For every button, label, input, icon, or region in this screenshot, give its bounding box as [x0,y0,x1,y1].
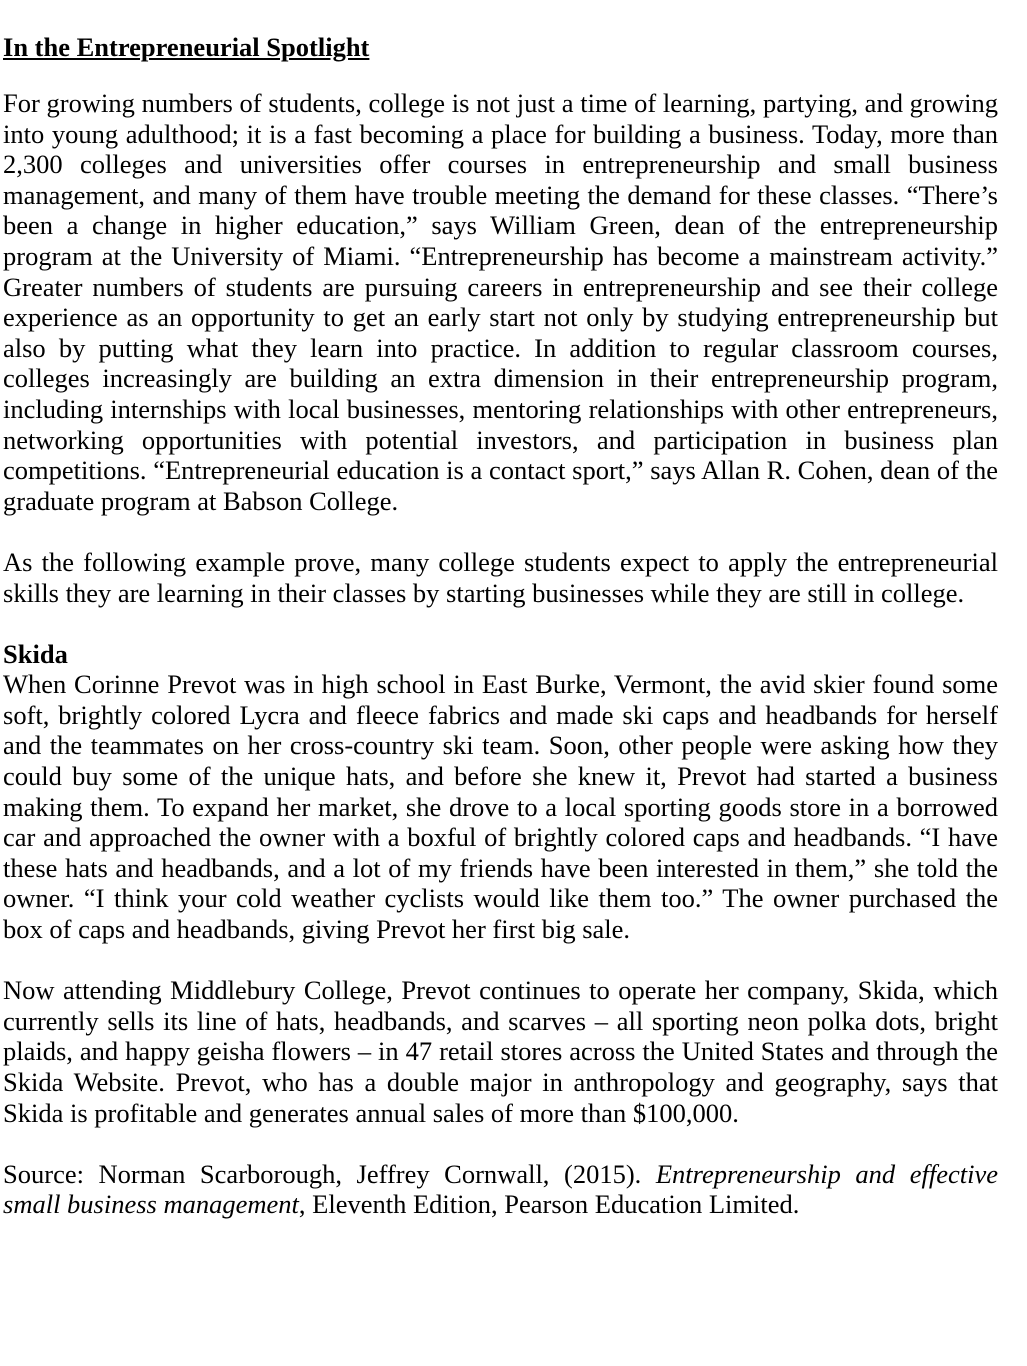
spacer [3,608,998,639]
document-title: In the Entrepreneurial Spotlight [3,32,370,62]
paragraph-intro: For growing numbers of students, college is not just a time of learning, partying, and growing into young adulthood; it is a fast becoming a place for building a business. Today, more than 2,300 colleges and universities offer courses in entrepreneurship and small business management, and many of them have trouble meeting the demand for these classes. “There’s been a change in higher education,” says William Green, dean of the entrepreneurship program at the University of Miami. “Entrepreneurship has become a mainstream activity.” Greater numbers of students are pursuing careers in entrepreneurship and see their college experience as an opportunity to get an early start not only by studying entrepreneurship but also by putting what they learn into practice. In addition to regular classroom courses, colleges increasingly are building an extra dimension in their entrepreneurship program, including internships with local businesses, mentoring relationships with other entrepreneurs, networking opportunities with potential investors, and participation in business plan competitions. “Entrepreneurial education is a contact sport,” says Allan R. Cohen, dean of the graduate program at Babson College. [3,88,998,516]
spacer [3,945,998,976]
source-book-title: Entrepreneurship and effective small business management [3,1158,998,1220]
section-heading-skida: Skida [3,638,68,669]
paragraph-example-lead: As the following example prove, many college students expect to apply the entrepreneurial skills they are learning in their classes by starting businesses while they are still in college. [3,546,998,608]
paragraph-skida-now: Now attending Middlebury College, Prevot continues to operate her company, Skida, which currently sells its line of hats, headbands, and scarves – all sporting neon polka dots, bright plaids, and happy geisha flowers – in 47 retail stores across the United States and through the Skida Website. Prevot, who has a double major in anthropology and geography, says that Skida is profitable and generates annual sales of more than $100,000. [3,975,998,1128]
source-suffix: , Eleventh Edition, Pearson Education Limited. [298,1189,800,1220]
source-prefix: Source: Norman Scarborough, Jeffrey Cornwall, (2015). [3,1158,656,1189]
spacer [3,66,998,88]
document-page [3,28,998,1220]
spacer [3,516,998,547]
source-citation [3,1159,998,1220]
paragraph-skida-origin: When Corinne Prevot was in high school in East Burke, Vermont, the avid skier found some soft, brightly colored Lycra and fleece fabrics and made ski caps and headbands for herself and the teammates on her cross-country ski team. Soon, other people were asking how they could buy some of the unique hats, and before she knew it, Prevot had started a business making them. To expand her market, she drove to a local sporting goods store in a borrowed car and approached the owner with a boxful of brightly colored caps and headbands. “I have these hats and headbands, and a lot of my friends have been interested in them,” she told the owner. “I think your cold weather cyclists would like them too.” The owner purchased the box of caps and headbands, giving Prevot her first big sale. [3,669,998,945]
spacer [3,1128,998,1159]
